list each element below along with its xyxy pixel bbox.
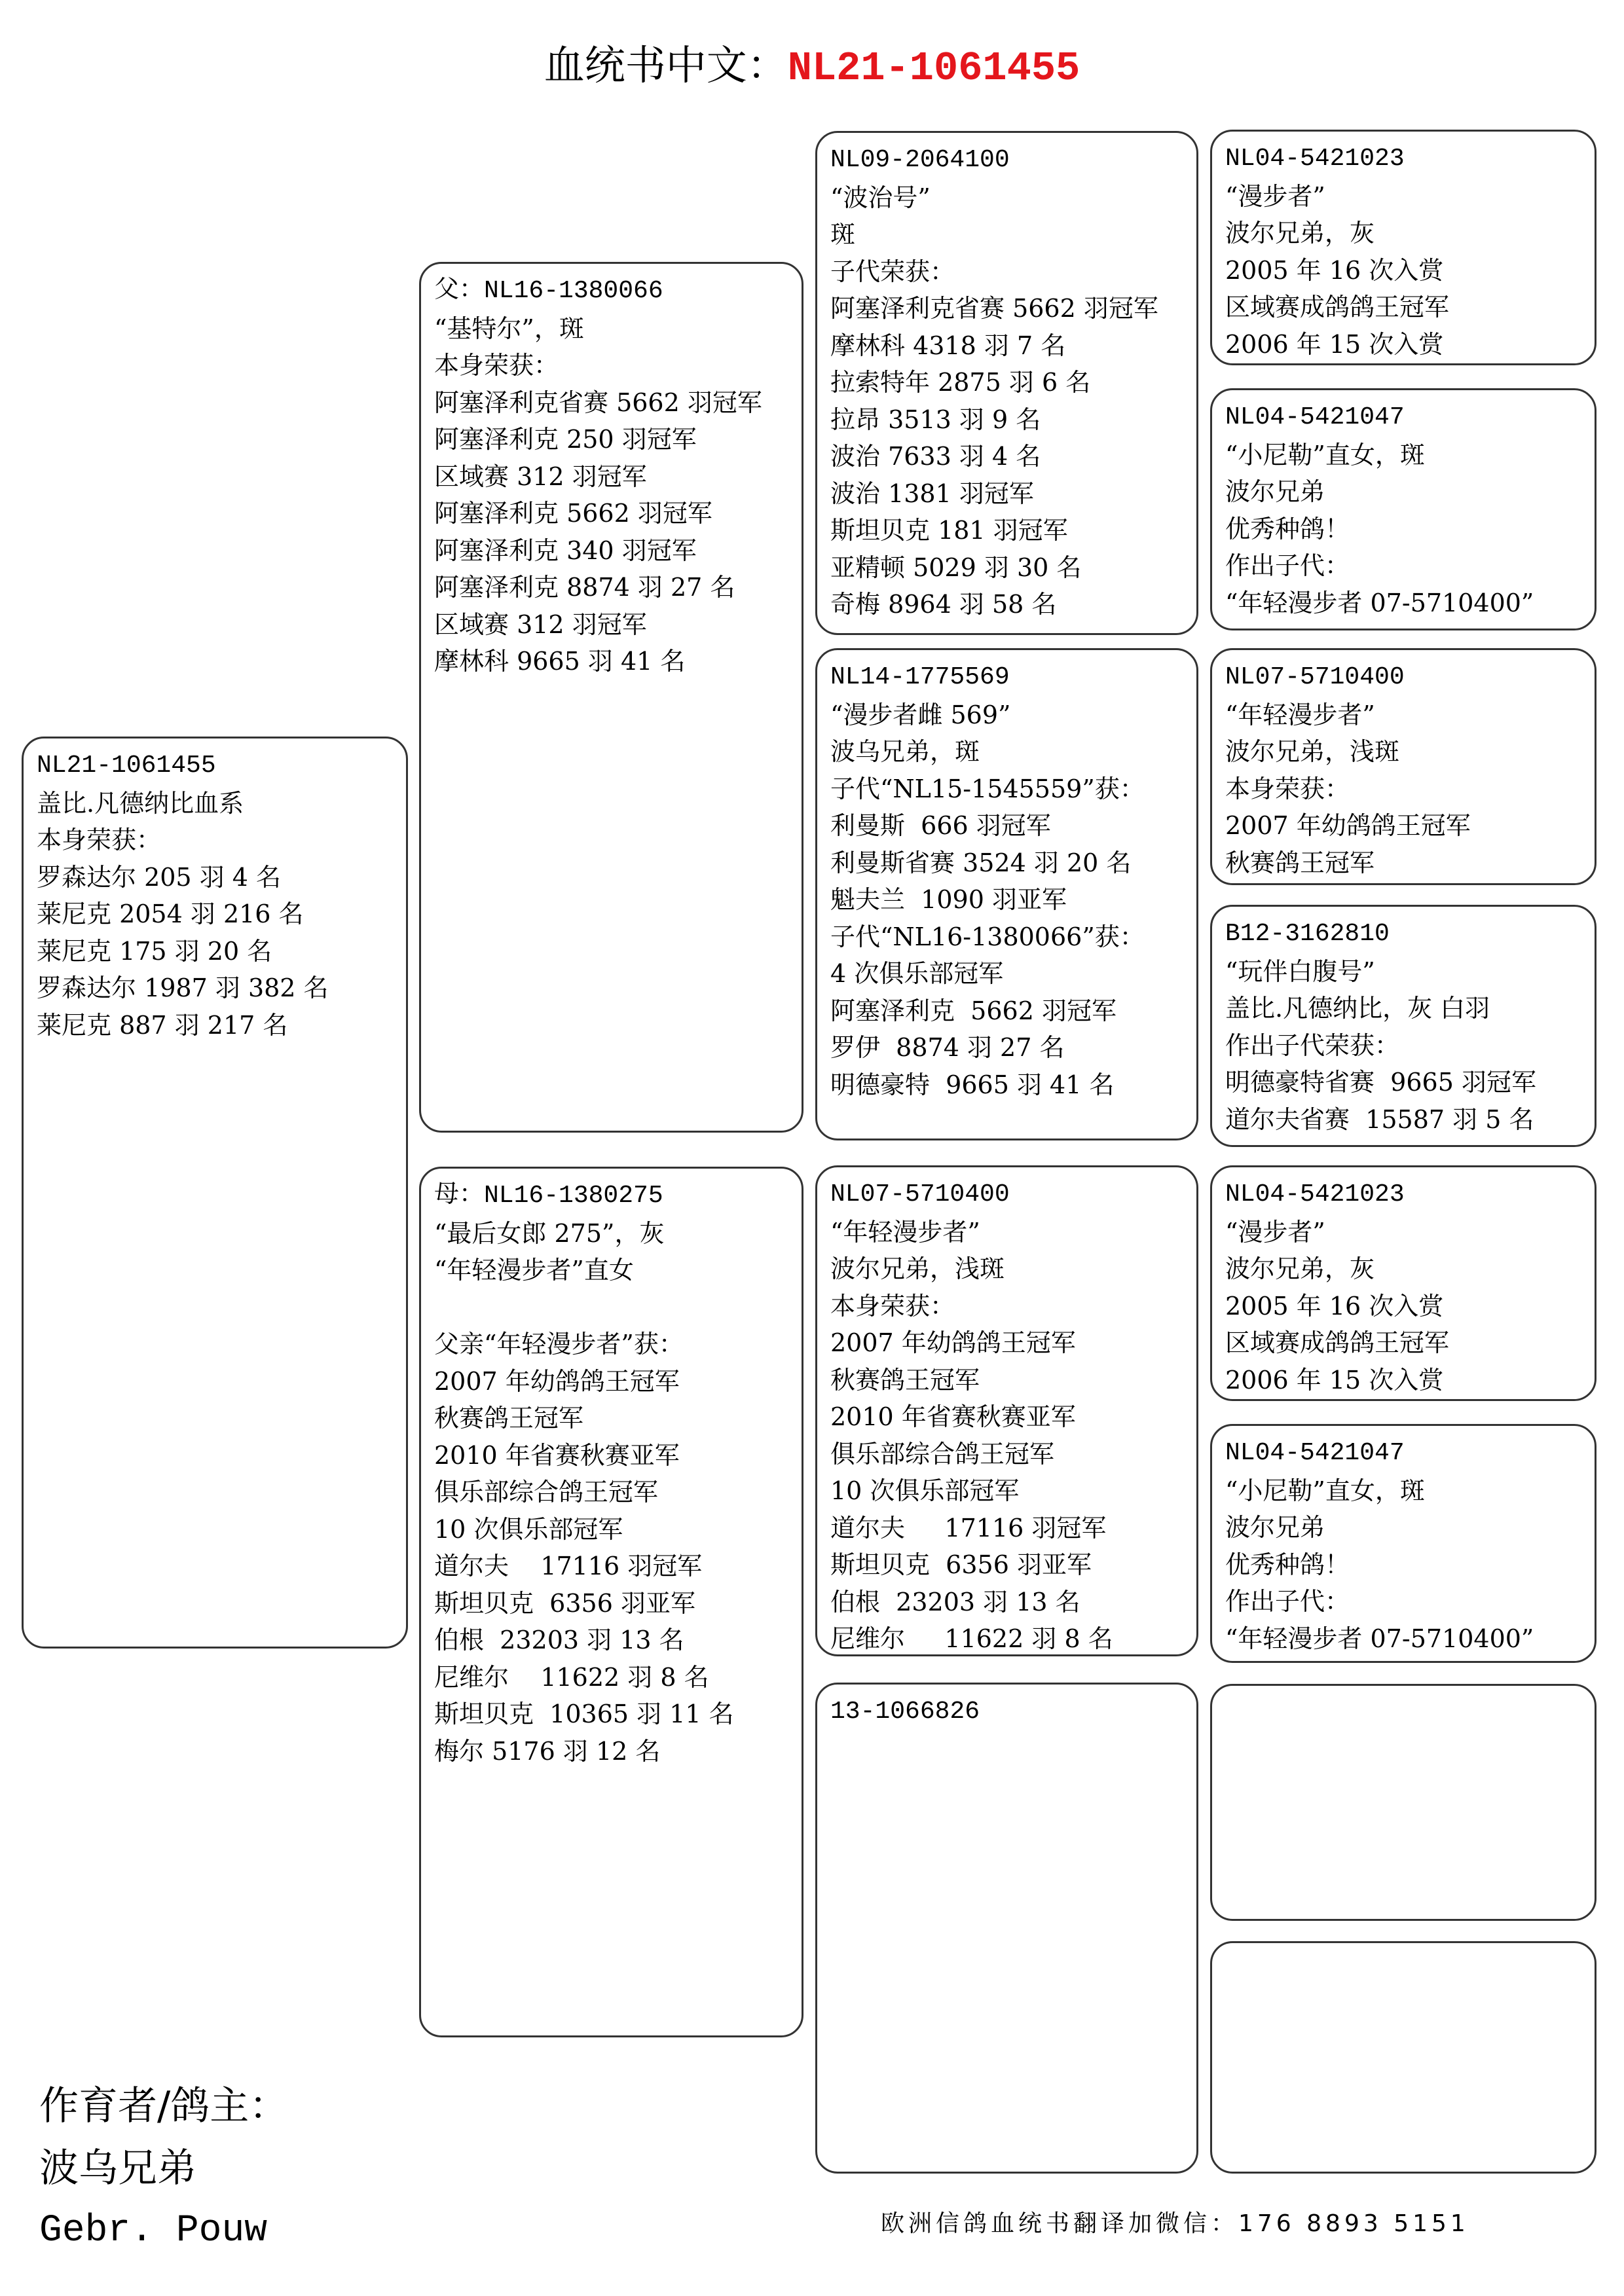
pigeon-ring-number: NL04-5421023	[1225, 1180, 1405, 1209]
pedigree-text-line: 莱尼克 175 羽 20 名	[37, 936, 272, 966]
pedigree-text-line: 波尔兄弟，浅斑	[830, 1254, 1005, 1283]
pedigree-text-line: 秋赛鸽王冠军	[434, 1404, 584, 1432]
pedigree-text-line: 波尔兄弟，浅斑	[1225, 737, 1400, 766]
pedigree-text-line: 斯坦贝克 6356 羽亚军	[830, 1550, 1092, 1579]
pigeon-ring-number: B12-3162810	[1225, 920, 1390, 948]
pedigree-text-line: 波乌兄弟，斑	[830, 737, 980, 766]
pedigree-text-line: 子代荣获：	[830, 257, 955, 286]
title-label: 血统书中文：	[544, 41, 788, 89]
pigeon-ring-number: NL04-5421023	[1225, 145, 1405, 173]
pedigree-text-line: 优秀种鸽！	[1225, 514, 1350, 543]
sire-sire-dam-box	[1210, 388, 1596, 630]
pedigree-text-line: 区域赛 312 羽冠军	[434, 610, 647, 639]
pedigree-text-line: “小尼勒”直女，斑	[1225, 440, 1425, 469]
pedigree-text-line: 2010 年省赛秋赛亚军	[830, 1402, 1076, 1431]
pedigree-text-line: 父亲“年轻漫步者”获：	[434, 1330, 684, 1358]
pedigree-text-line: 优秀种鸽！	[1225, 1550, 1350, 1579]
pedigree-text-line: 莱尼克 887 羽 217 名	[37, 1010, 288, 1040]
pedigree-text-line: 子代“NL16-1380066”获：	[830, 922, 1145, 951]
pedigree-text-line: 莱尼克 2054 羽 216 名	[37, 900, 304, 928]
pedigree-text-line: 亚精顿 5029 羽 30 名	[830, 553, 1082, 582]
pedigree-text-line: 阿塞泽利克 5662 羽冠军	[830, 996, 1116, 1025]
pedigree-text-line: 区域赛 312 羽冠军	[434, 462, 647, 491]
pedigree-text-line: 斯坦贝克 181 羽冠军	[830, 516, 1068, 545]
pedigree-text-line: 利曼斯省赛 3524 羽 20 名	[830, 848, 1132, 877]
pedigree-text-line: 2007 年幼鸽鸽王冠军	[1225, 811, 1471, 840]
pedigree-text-line: 利曼斯 666 羽冠军	[830, 811, 1051, 840]
breeder-name-en: Gebr. Pouw	[39, 2210, 268, 2252]
pedigree-text-line: 盖比.凡德纳比，灰 白羽	[1225, 994, 1490, 1023]
pedigree-text-line: 作出子代：	[1225, 1587, 1350, 1616]
pedigree-text-line: 区域赛成鸽鸽王冠军	[1225, 293, 1450, 321]
pedigree-text-line: 阿塞泽利克 250 羽冠军	[434, 425, 697, 454]
pedigree-text-line: “年轻漫步者 07-5710400”	[1225, 1624, 1534, 1653]
pedigree-text-line: 阿塞泽利克 8874 羽 27 名	[434, 573, 735, 602]
dam-dam-dam-box	[1210, 1941, 1596, 2174]
pedigree-text-line: 阿塞泽利克省赛 5662 羽冠军	[830, 294, 1158, 323]
sire-dam-dam-box	[1210, 905, 1596, 1147]
pedigree-text-line	[434, 1289, 788, 1326]
pedigree-text-line: 道尔夫 17116 羽冠军	[830, 1513, 1107, 1542]
pedigree-text-line: 魁夫兰 1090 羽亚军	[830, 885, 1067, 914]
pedigree-text-line: 明德豪特省赛 9665 羽冠军	[1225, 1068, 1536, 1097]
pedigree-text-line: “年轻漫步者 07-5710400”	[1225, 588, 1534, 617]
dam-sire-sire-box	[1210, 1165, 1596, 1401]
pedigree-text-line: “基特尔”，斑	[434, 314, 584, 343]
pedigree-text-line: “年轻漫步者”直女	[434, 1256, 634, 1285]
pedigree-text-line: “玩伴白腹号”	[1225, 957, 1375, 986]
subject-box	[22, 737, 408, 1649]
pedigree-text-line: 本身荣获：	[1225, 774, 1350, 803]
pedigree-text-line: 波尔兄弟	[1225, 477, 1325, 506]
dam-dam-box	[815, 1683, 1198, 2174]
page-title	[0, 36, 1624, 98]
pedigree-text-line: 2007 年幼鸽鸽王冠军	[830, 1328, 1076, 1357]
breeder-name-cn: 波乌兄弟	[39, 2145, 196, 2191]
pedigree-text-line: 本身荣获：	[830, 1291, 955, 1321]
pedigree-text-line: “漫步者雌 569”	[830, 700, 1011, 729]
pedigree-text-line: 斯坦贝克 10365 羽 11 名	[434, 1700, 734, 1728]
dam-sire-dam-box	[1210, 1424, 1596, 1663]
pigeon-ring-number: NL07-5710400	[1225, 663, 1405, 691]
pigeon-ring-number: NL14-1775569	[830, 663, 1010, 691]
breeder-label: 作育者/鸽主：	[39, 2083, 289, 2129]
dam-dam-sire-box	[1210, 1684, 1596, 1921]
pigeon-ring-number: NL09-2064100	[830, 146, 1010, 174]
pedigree-text-line: 秋赛鸽王冠军	[1225, 848, 1375, 877]
pedigree-text-line: 道尔夫省赛 15587 羽 5 名	[1225, 1104, 1534, 1134]
pedigree-text-line: “漫步者”	[1225, 181, 1325, 211]
pedigree-text-line: 波尔兄弟	[1225, 1513, 1325, 1542]
sire-dam-box	[815, 648, 1198, 1140]
pedigree-text-line: 明德豪特 9665 羽 41 名	[830, 1070, 1115, 1099]
pigeon-ring-number: 13-1066826	[830, 1698, 980, 1726]
pedigree-text-line: “年轻漫步者”	[1225, 700, 1375, 729]
sire-box	[419, 262, 803, 1133]
pedigree-text-line: 2006 年 15 次入赏	[1225, 1365, 1444, 1394]
pedigree-text-line: 波治 7633 羽 4 名	[830, 442, 1041, 471]
pedigree-text-line: 罗森达尔 1987 羽 382 名	[37, 974, 329, 1002]
pedigree-text-line: 拉索特年 2875 羽 6 名	[830, 368, 1091, 397]
pedigree-text-line: “小尼勒”直女，斑	[1225, 1476, 1425, 1505]
pedigree-text-line: 俱乐部综合鸽王冠军	[434, 1478, 659, 1506]
pedigree-text-line: 俱乐部综合鸽王冠军	[830, 1439, 1055, 1468]
pedigree-text-line: 波治 1381 羽冠军	[830, 479, 1034, 508]
pedigree-text-line: 伯根 23203 羽 13 名	[434, 1626, 684, 1654]
pedigree-text-line: 10 次俱乐部冠军	[830, 1476, 1020, 1505]
pedigree-text-line: 奇梅 8964 羽 58 名	[830, 590, 1057, 619]
pedigree-text-line: 2006 年 15 次入赏	[1225, 329, 1444, 359]
pedigree-text-line: “漫步者”	[1225, 1217, 1325, 1247]
pedigree-text-line: 尼维尔 11622 羽 8 名	[830, 1624, 1113, 1653]
dam-box	[419, 1167, 803, 2037]
breeder-block	[39, 2075, 288, 2262]
pedigree-text-line: 阿塞泽利克 340 羽冠军	[434, 536, 697, 565]
pedigree-text-line: 作出子代荣获：	[1225, 1030, 1400, 1060]
pedigree-text-line: 盖比.凡德纳比血系	[37, 788, 244, 818]
dam-sire-box	[815, 1165, 1198, 1656]
pigeon-ring-number: NL04-5421047	[1225, 403, 1405, 431]
pigeon-ring-number: NL21-1061455	[37, 752, 216, 780]
pedigree-text-line: 本身荣获：	[434, 351, 559, 380]
pedigree-text-line: 阿塞泽利克 5662 羽冠军	[434, 499, 712, 528]
pedigree-text-line: 2010 年省赛秋赛亚军	[434, 1440, 680, 1470]
pedigree-text-line: 阿塞泽利克省赛 5662 羽冠军	[434, 388, 762, 417]
pedigree-text-line: “波治号”	[830, 183, 931, 212]
pigeon-ring-number: 父：NL16-1380066	[434, 277, 663, 305]
pigeon-ring-number: NL07-5710400	[830, 1180, 1010, 1209]
pedigree-text-line: 2005 年 16 次入赏	[1225, 1291, 1444, 1321]
pedigree-text-line: 道尔夫 17116 羽冠军	[434, 1552, 703, 1580]
pedigree-text-line: 伯根 23203 羽 13 名	[830, 1587, 1080, 1616]
pedigree-text-line: 波尔兄弟，灰	[1225, 1254, 1375, 1283]
pedigree-text-line: 4 次俱乐部冠军	[830, 959, 1004, 988]
sire-dam-sire-box	[1210, 648, 1596, 885]
pedigree-text-line: 罗伊 8874 羽 27 名	[830, 1033, 1065, 1062]
pedigree-text-line: 波尔兄弟，灰	[1225, 219, 1375, 247]
pedigree-text-line: 区域赛成鸽鸽王冠军	[1225, 1328, 1450, 1357]
translation-contact: 欧洲信鸽血统书翻译加微信：176 8893 5151	[881, 2210, 1469, 2237]
pedigree-text-line: 本身荣获：	[37, 826, 162, 854]
pedigree-text-line: 拉昂 3513 羽 9 名	[830, 405, 1041, 434]
pedigree-text-line: 斑	[830, 220, 856, 249]
pedigree-text-line: 2007 年幼鸽鸽王冠军	[434, 1366, 680, 1396]
pedigree-text-line: 摩林科 4318 羽 7 名	[830, 331, 1066, 360]
pedigree-text-line: 作出子代：	[1225, 551, 1350, 580]
pigeon-ring-number: NL04-5421047	[1225, 1439, 1405, 1467]
sire-sire-sire-box	[1210, 130, 1596, 365]
pigeon-ring-number: 母：NL16-1380275	[434, 1182, 663, 1210]
sire-sire-box	[815, 131, 1198, 635]
pedigree-text-line: 罗森达尔 205 羽 4 名	[37, 862, 282, 892]
pedigree-text-line: 梅尔 5176 羽 12 名	[434, 1736, 661, 1766]
pedigree-text-line: 尼维尔 11622 羽 8 名	[434, 1662, 709, 1692]
pedigree-text-line: 斯坦贝克 6356 羽亚军	[434, 1588, 695, 1618]
pigeon-id: NL21-1061455	[787, 45, 1080, 92]
pedigree-text-line: 摩林科 9665 羽 41 名	[434, 647, 686, 676]
pedigree-text-line: “最后女郎 275”，灰	[434, 1218, 665, 1248]
pedigree-text-line: “年轻漫步者”	[830, 1217, 980, 1247]
pedigree-text-line: 10 次俱乐部冠军	[434, 1514, 623, 1544]
pedigree-text-line: 2005 年 16 次入赏	[1225, 255, 1444, 285]
pedigree-text-line: 秋赛鸽王冠军	[830, 1365, 980, 1394]
pedigree-text-line: 子代“NL15-1545559”获：	[830, 774, 1145, 803]
